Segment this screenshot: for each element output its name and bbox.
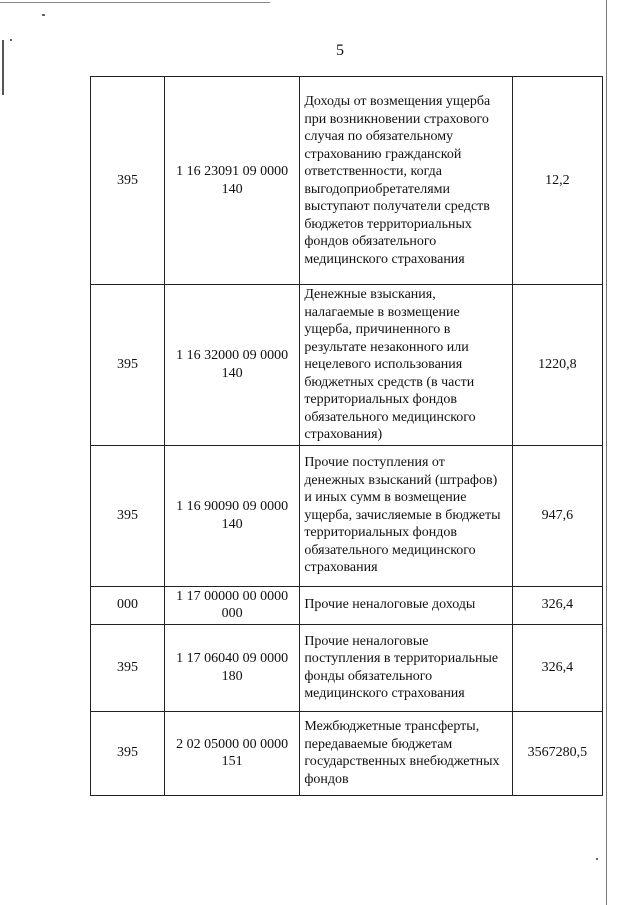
table-row [91, 445, 603, 586]
budget-code-cell: 1 16 23091 09 0000 140 [164, 77, 299, 285]
scan-speck [10, 39, 12, 41]
budget-code-cell: 1 16 90090 09 0000 140 [164, 445, 299, 586]
scan-speck [42, 14, 45, 16]
revenue-name-cell: Денежные взыскания, налагаемые в возмещение ущерба, причиненного в результате незаконного или нецелевого использования бюджетных средств (в части территориальных фондов обязательного медицинского страхования) [300, 285, 512, 446]
revenue-table [90, 76, 603, 796]
revenue-name-cell: Прочие неналоговые поступления в территориальные фонды обязательного медицинского страхования [300, 624, 512, 711]
table-row [91, 624, 603, 711]
budget-code-cell: 1 17 06040 09 0000 180 [164, 624, 299, 711]
revenue-name-cell: Межбюджетные трансферты, передаваемые бюджетам государственных внебюджетных фондов [300, 711, 512, 795]
scan-page-edge [606, 0, 607, 905]
revenue-name-cell: Прочие поступления от денежных взысканий (штрафов) и иных сумм в возмещение ущерба, зачисляемые в бюджеты территориальных фондов обязательного медицинского страхования [300, 445, 512, 586]
budget-code-cell: 2 02 05000 00 0000 151 [164, 711, 299, 795]
amount-cell: 326,4 [512, 624, 602, 711]
revenue-name-cell: Прочие неналоговые доходы [300, 586, 512, 624]
admin-code-cell: 395 [91, 624, 165, 711]
budget-code-cell: 1 16 32000 09 0000 140 [164, 285, 299, 446]
amount-cell: 3567280,5 [512, 711, 602, 795]
table-row [91, 285, 603, 446]
amount-cell: 947,6 [512, 445, 602, 586]
table-row [91, 586, 603, 624]
admin-code-cell: 395 [91, 285, 165, 446]
scan-edge-line [0, 2, 270, 3]
amount-cell: 12,2 [512, 77, 602, 285]
admin-code-cell: 395 [91, 77, 165, 285]
table-row [91, 711, 603, 795]
page-number: 5 [336, 42, 344, 59]
revenue-name-cell: Доходы от возмещения ущерба при возникновении страхового случая по обязательному страхованию гражданской ответственности, когда выгодоприобретателями выступают получатели средств бюджетов территориальных фондов обязательного медицинского страхования [300, 77, 512, 285]
scan-speck [596, 858, 598, 860]
table-row [91, 77, 603, 285]
admin-code-cell: 000 [91, 586, 165, 624]
amount-cell: 1220,8 [512, 285, 602, 446]
admin-code-cell: 395 [91, 711, 165, 795]
admin-code-cell: 395 [91, 445, 165, 586]
amount-cell: 326,4 [512, 586, 602, 624]
budget-code-cell: 1 17 00000 00 0000 000 [164, 586, 299, 624]
